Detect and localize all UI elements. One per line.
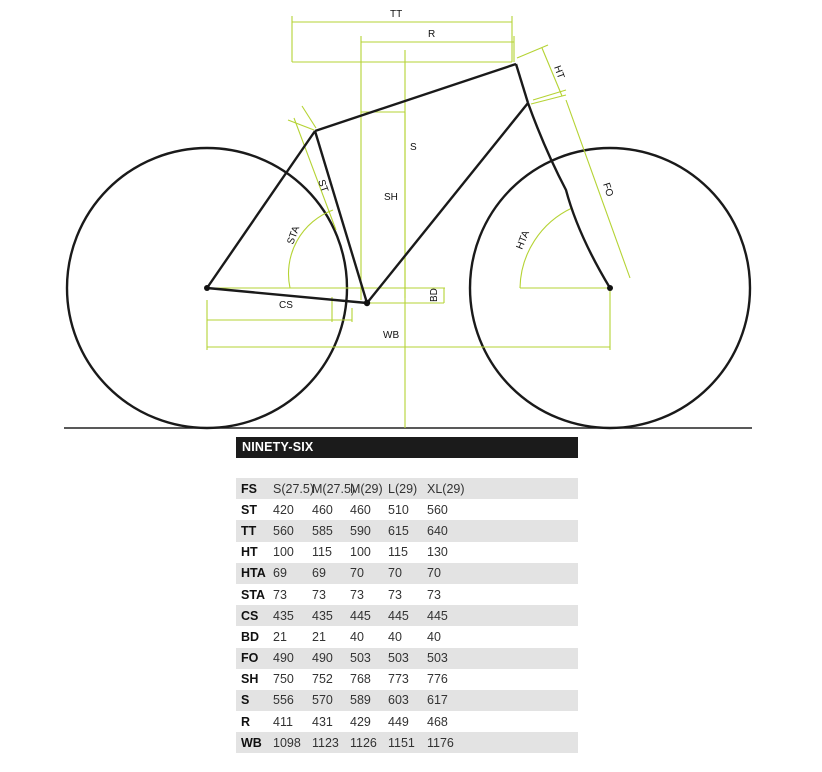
row-label: WB <box>241 735 262 750</box>
table-cell: 40 <box>388 629 402 644</box>
table-cell: 435 <box>273 608 294 623</box>
table-cell: 73 <box>388 587 402 602</box>
row-label: BD <box>241 629 260 644</box>
table-cell: 73 <box>273 587 287 602</box>
table-title: NINETY-SIX <box>236 437 578 458</box>
table-cell: 1151 <box>388 735 415 750</box>
row-label: S <box>241 693 250 708</box>
table-cell: 589 <box>350 693 371 708</box>
table-cell: 429 <box>350 714 371 729</box>
table-cell: 69 <box>312 566 326 581</box>
table-cell: 21 <box>273 629 287 644</box>
table-cell: 431 <box>312 714 333 729</box>
table-row <box>236 499 578 520</box>
table-cell: 73 <box>312 587 326 602</box>
label-sta: STA <box>285 224 303 247</box>
table-cell: 100 <box>350 545 371 560</box>
table-cell: 1126 <box>350 735 377 750</box>
table-cell: 468 <box>427 714 448 729</box>
table-cell: 768 <box>350 672 371 687</box>
table-cell: 503 <box>388 651 409 666</box>
table-row <box>236 648 578 669</box>
table-cell: 617 <box>427 693 448 708</box>
label-sh: SH <box>384 192 398 203</box>
header-cell: XL(29) <box>427 481 465 496</box>
header-cell: M(27.5) <box>312 481 356 496</box>
table-cell: 640 <box>427 523 448 538</box>
table-cell: 556 <box>273 693 294 708</box>
row-label: HTA <box>241 566 266 581</box>
table-row <box>236 563 578 584</box>
table-cell: 1123 <box>312 735 339 750</box>
table-cell: 21 <box>312 629 326 644</box>
table-cell: 449 <box>388 714 409 729</box>
label-cs: CS <box>279 300 293 311</box>
table-cell: 445 <box>350 608 371 623</box>
table-cell: 40 <box>427 629 441 644</box>
table-cell: 73 <box>350 587 364 602</box>
table-cell: 69 <box>273 566 287 581</box>
table-row <box>236 626 578 647</box>
label-bd: BD <box>429 288 440 302</box>
table-cell: 73 <box>427 587 441 602</box>
table-row <box>236 520 578 541</box>
table-cell: 776 <box>427 672 448 687</box>
table-cell: 411 <box>273 714 293 729</box>
table-cell: 615 <box>388 523 409 538</box>
table-cell: 603 <box>388 693 409 708</box>
row-label: FO <box>241 651 259 666</box>
table-cell: 115 <box>312 545 332 560</box>
table-cell: 560 <box>273 523 294 538</box>
row-label: SH <box>241 672 259 687</box>
label-st: ST <box>315 178 330 195</box>
header-cell: M(29) <box>350 481 383 496</box>
row-label: TT <box>241 523 257 538</box>
table-cell: 490 <box>273 651 294 666</box>
table-row <box>236 711 578 732</box>
geometry-table-body <box>236 478 578 753</box>
table-cell: 590 <box>350 523 371 538</box>
table-cell: 70 <box>388 566 402 581</box>
bike-frame <box>207 64 610 303</box>
table-cell: 100 <box>273 545 294 560</box>
geometry-table <box>236 478 578 753</box>
table-row <box>236 732 578 753</box>
label-fo: FO <box>600 181 615 199</box>
label-s: S <box>410 142 417 153</box>
table-cell: 570 <box>312 693 333 708</box>
table-header-row <box>236 478 578 499</box>
bottom-bracket <box>364 300 370 306</box>
table-cell: 445 <box>388 608 409 623</box>
table-cell: 445 <box>427 608 448 623</box>
table-cell: 130 <box>427 545 448 560</box>
table-cell: 752 <box>312 672 333 687</box>
header-cell: FS <box>241 481 257 496</box>
row-label: STA <box>241 587 266 602</box>
label-wb: WB <box>383 330 400 341</box>
table-cell: 435 <box>312 608 333 623</box>
table-cell: 773 <box>388 672 409 687</box>
table-cell: 510 <box>388 502 409 517</box>
table-row <box>236 669 578 690</box>
front-axle <box>607 285 613 291</box>
table-cell: 1176 <box>427 735 454 750</box>
table-cell: 40 <box>350 629 364 644</box>
table-cell: 460 <box>312 502 333 517</box>
table-cell: 70 <box>427 566 441 581</box>
table-cell: 115 <box>388 545 408 560</box>
table-row <box>236 584 578 605</box>
table-cell: 70 <box>350 566 364 581</box>
label-r: R <box>428 29 436 40</box>
row-label: ST <box>241 502 257 517</box>
header-cell: S(27.5) <box>273 481 314 496</box>
table-row <box>236 542 578 563</box>
table-cell: 420 <box>273 502 294 517</box>
table-row <box>236 690 578 711</box>
table-cell: 490 <box>312 651 333 666</box>
row-label: HT <box>241 545 258 560</box>
table-cell: 503 <box>427 651 448 666</box>
row-label: CS <box>241 608 259 623</box>
header-cell: L(29) <box>388 481 418 496</box>
table-cell: 585 <box>312 523 333 538</box>
table-cell: 503 <box>350 651 371 666</box>
table-cell: 460 <box>350 502 371 517</box>
table-row <box>236 605 578 626</box>
label-hta: HTA <box>514 229 532 252</box>
table-cell: 750 <box>273 672 294 687</box>
dimension-guides <box>207 16 630 428</box>
rear-axle <box>204 285 210 291</box>
table-cell: 1098 <box>273 735 301 750</box>
label-ht: HT <box>551 64 567 81</box>
row-label: R <box>241 714 251 729</box>
label-tt: TT <box>390 9 403 20</box>
table-cell: 560 <box>427 502 448 517</box>
